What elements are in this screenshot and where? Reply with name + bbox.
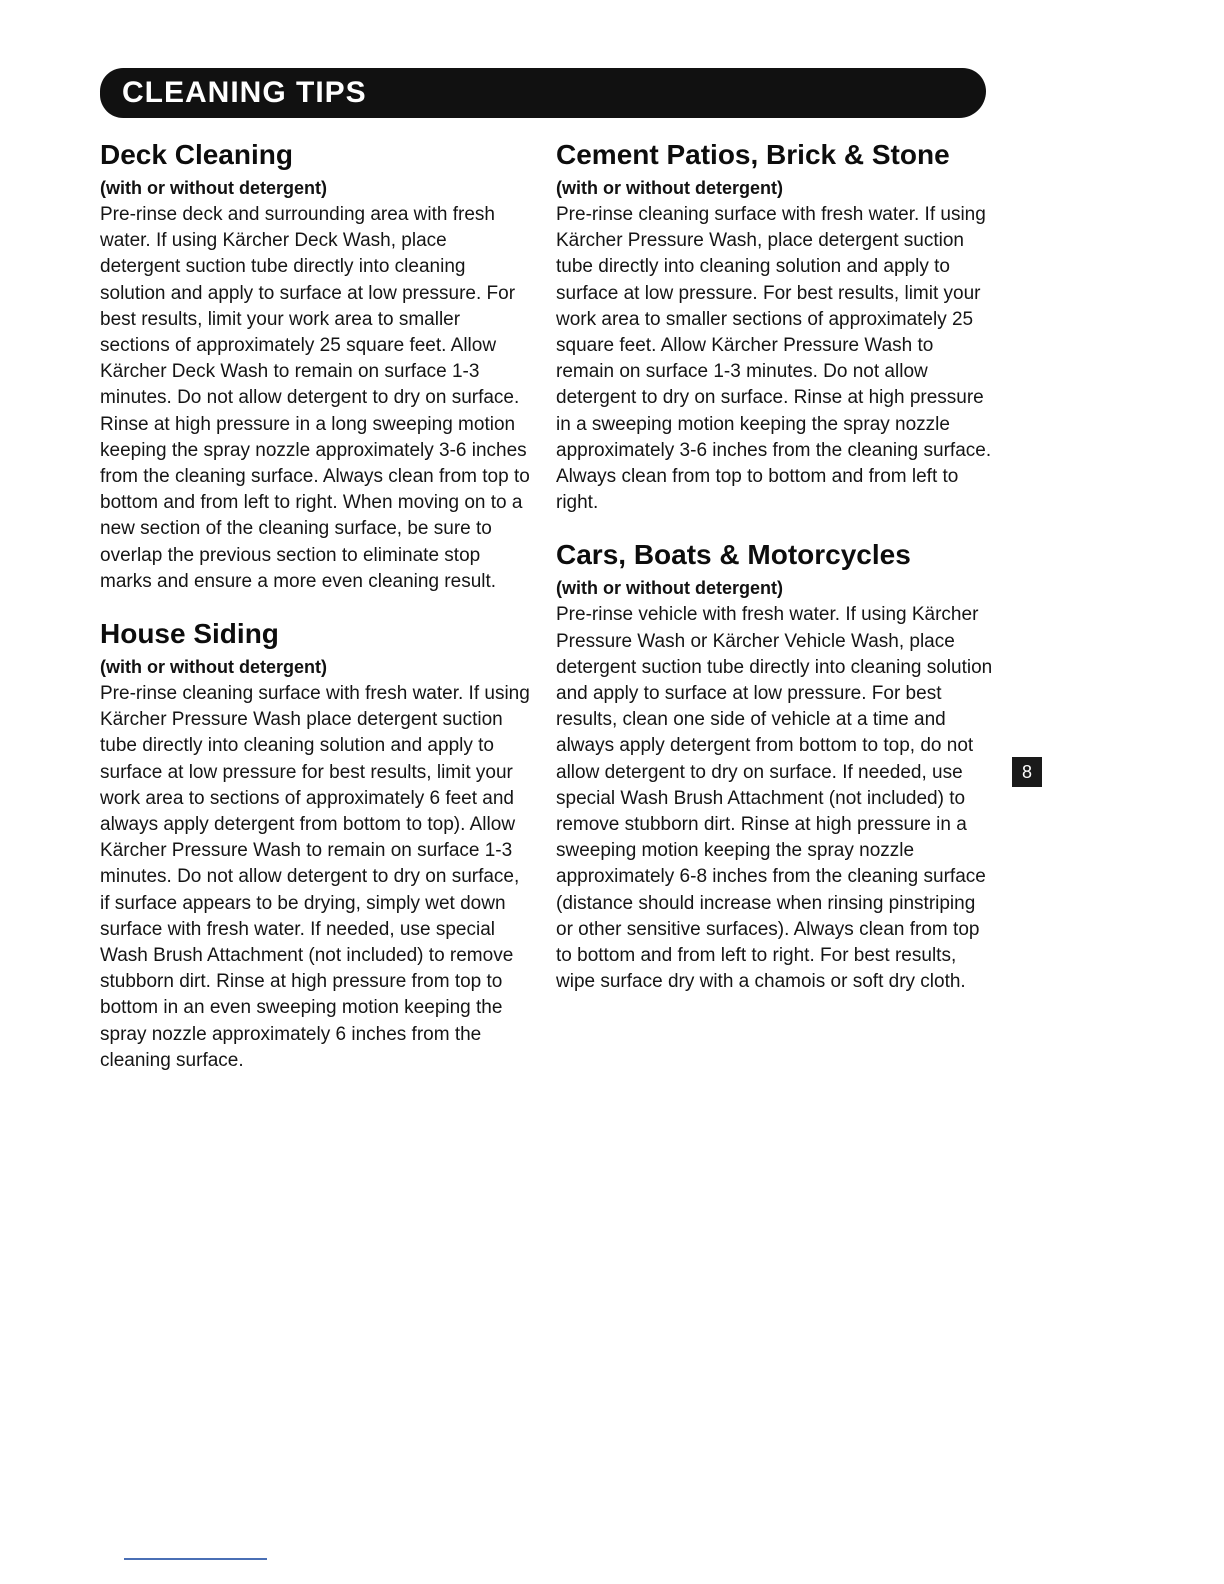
page-number-tab: 8: [1012, 757, 1042, 787]
left-column: [100, 138, 530, 1096]
house-siding-subtitle: (with or without detergent): [100, 657, 327, 678]
footer-rule: [124, 1558, 267, 1560]
vehicles-section: [556, 538, 996, 995]
cement-patios-title: Cement Patios, Brick & Stone: [556, 139, 950, 170]
cement-patios-subtitle: (with or without detergent): [556, 178, 783, 198]
vehicles-subtitle: (with or without detergent): [556, 578, 783, 599]
section-header-bar: [100, 68, 986, 118]
right-column: [556, 138, 996, 1017]
cement-patios-section: [556, 138, 996, 516]
deck-cleaning-body: Pre-rinse deck and surrounding area with fresh water. If using Kärcher Deck Wash, place detergent suction tube directly into cleaning solution and apply to surface at low pressure. For best results, limit your work area to smaller sections of approximately 25 square feet. Allow Kärcher Deck Wash to remain on surface 1-3 minutes. Do not allow detergent to dry on surface. Rinse at high pressure in a long sweeping motion keeping the spray nozzle approximately 3-6 inches from the cleaning surface. Always clean from top to bottom and from left to right. When moving on to a new section of the cleaning surface, be sure to overlap the previous section to eliminate stop marks and ensure a more even cleaning result.: [100, 204, 530, 592]
deck-cleaning-subtitle: (with or without detergent): [100, 178, 327, 198]
vehicles-title: Cars, Boats & Motorcycles: [556, 539, 911, 571]
house-siding-body: Pre-rinse cleaning surface with fresh water. If using Kärcher Pressure Wash place detergent suction tube directly into cleaning solution and apply to surface at low pressure for best results, limit your work area to sections of approximately 6 feet and always apply detergent from bottom to top). Allow Kärcher Pressure Wash to remain on surface 1-3 minutes. Do not allow detergent to dry on surface, if surface appears to be drying, simply wet down surface with fresh water. If needed, use special Wash Brush Attachment (not included) to remove stubborn dirt. Rinse at high pressure from top to bottom in an even sweeping motion keeping the spray nozzle approximately 6 inches from the cleaning surface.: [100, 683, 530, 1071]
page-title: CLEANING TIPS: [122, 76, 367, 109]
house-siding-title: House Siding: [100, 618, 279, 650]
cement-patios-body: Pre-rinse cleaning surface with fresh water. If using Kärcher Pressure Wash, place detergent suction tube directly into cleaning solution and apply to surface at low pressure. For best results, limit your work area to smaller sections of approximately 25 square feet. Allow Kärcher Pressure Wash to remain on surface 1-3 minutes. Do not allow detergent to dry on surface. Rinse at high pressure in a sweeping motion keeping the spray nozzle approximately 3-6 inches from the cleaning surface. Always clean from top to bottom and from left to right.: [556, 204, 992, 514]
deck-cleaning-title: Deck Cleaning: [100, 139, 293, 170]
deck-cleaning-section: [100, 138, 530, 595]
house-siding-section: [100, 617, 530, 1074]
vehicles-body: Pre-rinse vehicle with fresh water. If using Kärcher Pressure Wash or Kärcher Vehicle Wash, place detergent suction tube directly into cleaning solution and apply to surface at low pressure. For best results, clean one side of vehicle at a time and always apply detergent from bottom to top, do not allow detergent to dry on surface. If needed, use special Wash Brush Attachment (not included) to remove stubborn dirt. Rinse at high pressure in a sweeping motion keeping the spray nozzle approximately 6-8 inches from the cleaning surface (distance should increase when rinsing pinstriping or other sensitive surfaces). Always clean from top to bottom and from left to right. For best results, wipe surface dry with a chamois or soft dry cloth.: [556, 604, 993, 993]
